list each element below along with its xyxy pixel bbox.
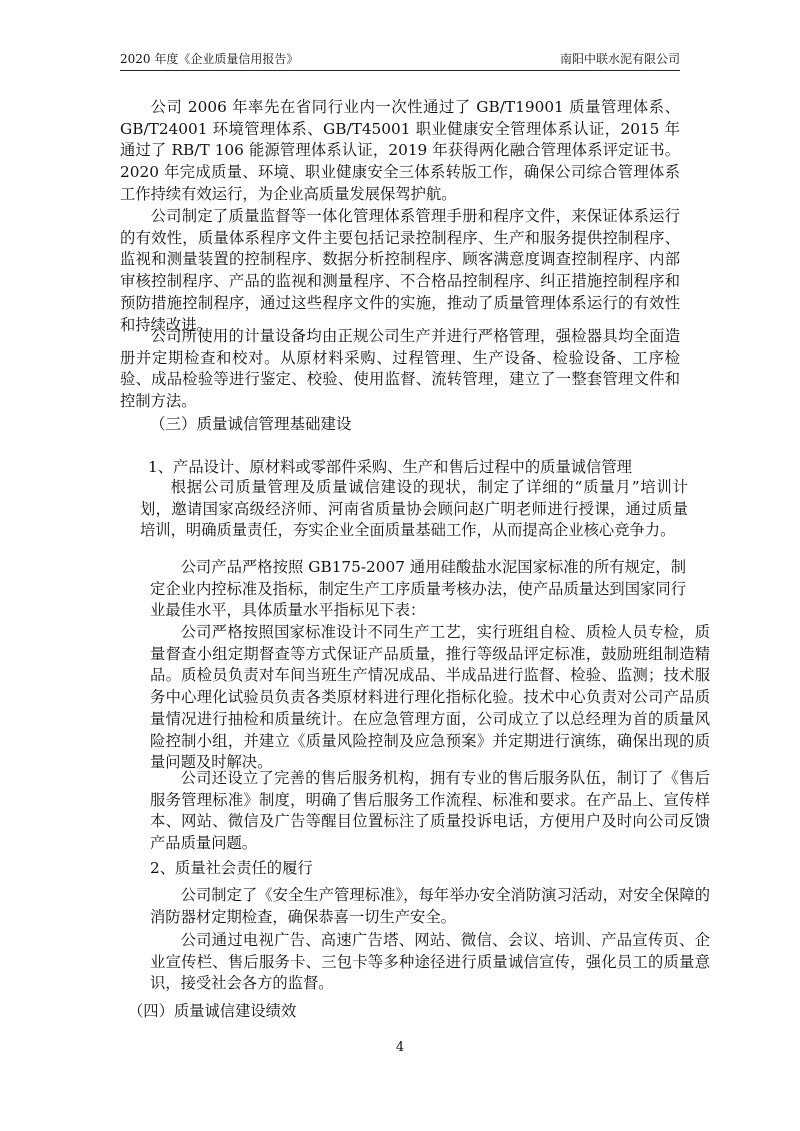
paragraph-certifications: 公司 2006 年率先在省同行业内一次性通过了 GB/T19001 质量管理体系、GB/T24001 环境管理体系、GB/T45001 职业健康安全管理体系认证，2015 年通过了 RB/T 106 能源管理体系认证，2019 年获得两化融合管理体系评定证书。2020 年完成质量、环境、职业健康安全三体系转版工作，确保公司综合管理体系工作持续有效运行，为企业高质量发展保驾护航。: [120, 98, 680, 203]
paragraph-after-sales: 公司还设立了完善的售后服务机构，拥有专业的售后服务队伍，制订了《售后服务管理标准》制度，明确了售后服务工作流程、标准和要求。在产品上、宣传样本、网站、微信及广告等醒目位置标注了质量投诉电话，方便用户及时向公司反馈产品质量问题。: [150, 769, 710, 853]
paragraph-metrology: 公司所使用的计量设备均由正规公司生产并进行严格管理，强检器具均全面造册并定期检查和校对。从原材料采购、过程管理、生产设备、检验设备、工序检验、成品检验等进行鉴定、校验、使用监督、流转管理，建立了一整套管理文件和控制方法。: [120, 327, 680, 411]
header-company-name: 南阳中联水泥有限公司: [559, 52, 680, 66]
paragraph-publicity: 公司通过电视广告、高速广告塔、网站、微信、会议、培训、产品宣传页、企业宣传栏、售后服务卡、三包卡等多种途径进行质量诚信宣传，强化员工的质量意识，接受社会各方的监督。: [150, 931, 710, 993]
paragraph-procedures: 公司制定了质量监督等一体化管理体系管理手册和程序文件，来保证体系运行的有效性，质量体系程序文件主要包括记录控制程序、生产和服务提供控制程序、监视和测量装置的控制程序、数据分析控制程序、顾客满意度调查控制程序、内部审核控制程序、产品的监视和测量程序、不合格品控制程序、纠正措施控制程序和预防措施控制程序，通过这些程序文件的实施，推动了质量管理体系运行的有效性和持续改进。: [120, 207, 680, 334]
section-heading-4: （四）质量诚信建设绩效: [128, 1002, 297, 1020]
subheading-social-responsibility: 2、质量社会责任的履行: [150, 859, 313, 877]
page-number: 4: [395, 1040, 405, 1055]
paragraph-training: 根据公司质量管理及质量诚信建设的现状，制定了详细的“质量月”培训计划，邀请国家高级经济师、河南省质量协会顾问赵广明老师进行授课，通过质量培训，明确质量责任，夯实企业全面质量基础工作，从而提高企业核心竞争力。: [140, 478, 688, 540]
paragraph-inspection: 公司严格按照国家标准设计不同生产工艺，实行班组自检、质检人员专检，质量督查小组定期督查等方式保证产品质量，推行等级品评定标准，鼓励班组制造精品。质检员负责对车间当班生产情况成品、半成品进行监督、检验、监测；技术服务中心理化试验员负责各类原材料进行理化指标化验。技术中心负责对公司产品质量情况进行抽检和质量统计。在应急管理方面，公司成立了以总经理为首的质量风险控制小组，并建立《质量风险控制及应急预案》并定期进行演练，确保出现的质量问题及时解决。: [150, 623, 710, 772]
paragraph-safety: 公司制定了《安全生产管理标准》，每年举办安全消防演习活动，对安全保障的消防器材定期检查，确保恭喜一切生产安全。: [150, 886, 710, 926]
page-header: [120, 50, 680, 71]
section-heading-3: （三）质量诚信管理基础建设: [150, 415, 352, 433]
paragraph-standards: 公司产品严格按照 GB175-2007 通用硅酸盐水泥国家标准的所有规定，制定企业内控标准及指标，制定生产工序质量考核办法，使产品质量达到国家同行业最佳水平，具体质量水平指标见下表：: [150, 558, 686, 620]
header-report-title: 2020 年度《企业质量信用报告》: [120, 52, 299, 66]
subheading-quality-integrity-management: 1、产品设计、原材料或零部件采购、生产和售后过程中的质量诚信管理: [148, 458, 632, 476]
